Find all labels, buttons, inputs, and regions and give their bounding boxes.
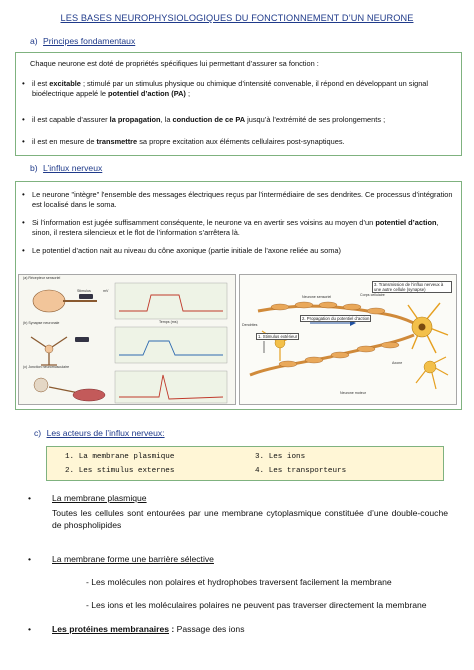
neuron-diagram bbox=[239, 274, 457, 405]
proteins-heading: Les protéines membranaires bbox=[52, 624, 170, 634]
stimulus-callout: 1. Stimulus extérieur bbox=[258, 334, 298, 339]
section-b-heading bbox=[30, 163, 102, 175]
bullet-icon: • bbox=[22, 218, 25, 227]
neuron-illustration bbox=[240, 275, 458, 406]
dendrites-label: Dendrites bbox=[242, 323, 258, 327]
proteins-line: Les protéines membranaires : Passage des ions bbox=[52, 624, 245, 634]
bullet-icon: • bbox=[28, 493, 32, 503]
principles-intro: Chaque neurone est doté de propriétés spécifiques lui permettant d’assurer sa fonction : bbox=[30, 59, 319, 68]
bullet-icon: • bbox=[28, 624, 32, 634]
action-potential-figure bbox=[18, 274, 236, 405]
transmission-callout: 3. Transmission de l’influx nerveux à une autre cellule (synapse) bbox=[372, 281, 452, 293]
page-title: LES BASES NEUROPHYSIOLOGIQUES DU FONCTIONNEMENT D’UN NEURONE bbox=[60, 13, 414, 23]
bullet-icon: • bbox=[22, 246, 25, 255]
section-c-heading bbox=[34, 428, 165, 440]
stimulus-label: Stimulus bbox=[77, 289, 91, 293]
panel-neuromuscular bbox=[34, 371, 227, 403]
section-a-heading bbox=[30, 36, 135, 48]
barrier-line-1: - Les molécules non polaires et hydrophobes traversent facilement la membrane bbox=[86, 577, 392, 587]
membrane-text: Toutes les cellules sont entourées par une membrane cytoplasmique constituée d’une double-couche de phospholipides bbox=[52, 508, 448, 531]
influx-point-action-potential: • Si l’information est jugée suffisamment conséquente, le neurone va en avertir ses voisins au moyen d’un potentiel d’action, sinon, il restera silencieux et le flot de l’information s’arrêtera là. bbox=[22, 218, 439, 237]
actor-item: 1. La membrane plasmique bbox=[65, 453, 175, 461]
bullet-icon: • bbox=[22, 137, 25, 146]
bullet-icon: • bbox=[22, 115, 25, 124]
time-axis-label: Temps (ms) bbox=[159, 320, 178, 324]
panel-synapse bbox=[31, 327, 227, 365]
action-potential-illustration bbox=[19, 275, 237, 406]
principle-excitable: • il est excitable ; stimulé par un stimulus physique ou chimique d’intensité convenable, il répond en développant un signal bioélectrique appelé le potentiel d’action (PA) ; bbox=[22, 79, 429, 98]
panel-a-label: (a) Récepteur sensoriel bbox=[23, 276, 61, 280]
actor-item: 3. Les ions bbox=[255, 453, 306, 461]
panel-receptor bbox=[33, 283, 227, 319]
mv-label: mV bbox=[103, 289, 109, 293]
keyword-pa: potentiel d’action (PA) bbox=[108, 88, 186, 98]
section-a-title: Principes fondamentaux bbox=[43, 36, 136, 46]
actor-item: 2. Les stimulus externes bbox=[65, 467, 175, 475]
influx-point-integration: • Le neurone "intègre" l'ensemble des messages électriques reçus par l'intermédiaire de ses dendrites. Ce processus d’intégration est localisé dans le soma. bbox=[22, 190, 453, 209]
panel-c-label: (c) Jonction neuromusculaire bbox=[23, 365, 70, 369]
barrier-heading: La membrane forme une barrière sélective bbox=[52, 554, 214, 564]
motor-neuron bbox=[408, 303, 448, 353]
sensory-neuron-label: Neurone sensoriel bbox=[302, 295, 332, 299]
principle-propagation: • il est capable d’assurer la propagation, la conduction de ce PA jusqu’à l’extrémité de ses prolongements ; bbox=[22, 115, 386, 124]
bullet-icon: • bbox=[22, 79, 25, 88]
propagation-callout: 2. Propagation du potentiel d’action bbox=[302, 316, 370, 321]
axon-label: Axone bbox=[392, 361, 403, 365]
section-c-label: c) bbox=[34, 428, 42, 438]
barrier-line-2: - Les ions et les moléculaires polaires ne peuvent pas traverser directement la membrane bbox=[86, 600, 427, 610]
actors-box bbox=[46, 446, 444, 481]
bullet-icon: • bbox=[28, 554, 32, 564]
motor-neuron-label: Neurone moteur bbox=[340, 391, 366, 395]
actor-item: 4. Les transporteurs bbox=[255, 467, 347, 475]
principle-transmission: • il est en mesure de transmettre sa propre excitation aux éléments cellulaires post-synaptiques. bbox=[22, 137, 345, 146]
section-a-label: a) bbox=[30, 36, 38, 46]
principles-box bbox=[15, 52, 462, 156]
bullet-icon: • bbox=[22, 190, 25, 199]
panel-b-label: (b) Synapse neuronale bbox=[23, 321, 60, 325]
cell-body-label: Corps cellulaire bbox=[360, 293, 385, 297]
section-b-label: b) bbox=[30, 163, 38, 173]
keyword-excitable: excitable bbox=[49, 79, 81, 88]
membrane-heading: La membrane plasmique bbox=[52, 493, 147, 503]
section-c-title: Les acteurs de l’influx nerveux: bbox=[46, 428, 165, 438]
proteins-text: Passage des ions bbox=[176, 624, 245, 634]
section-b-title: L’influx nerveux bbox=[43, 163, 103, 173]
influx-point-axon-hillock: • Le potentiel d’action nait au niveau du cône axonique (partie initiale de l’axone reliée au soma) bbox=[22, 246, 341, 255]
